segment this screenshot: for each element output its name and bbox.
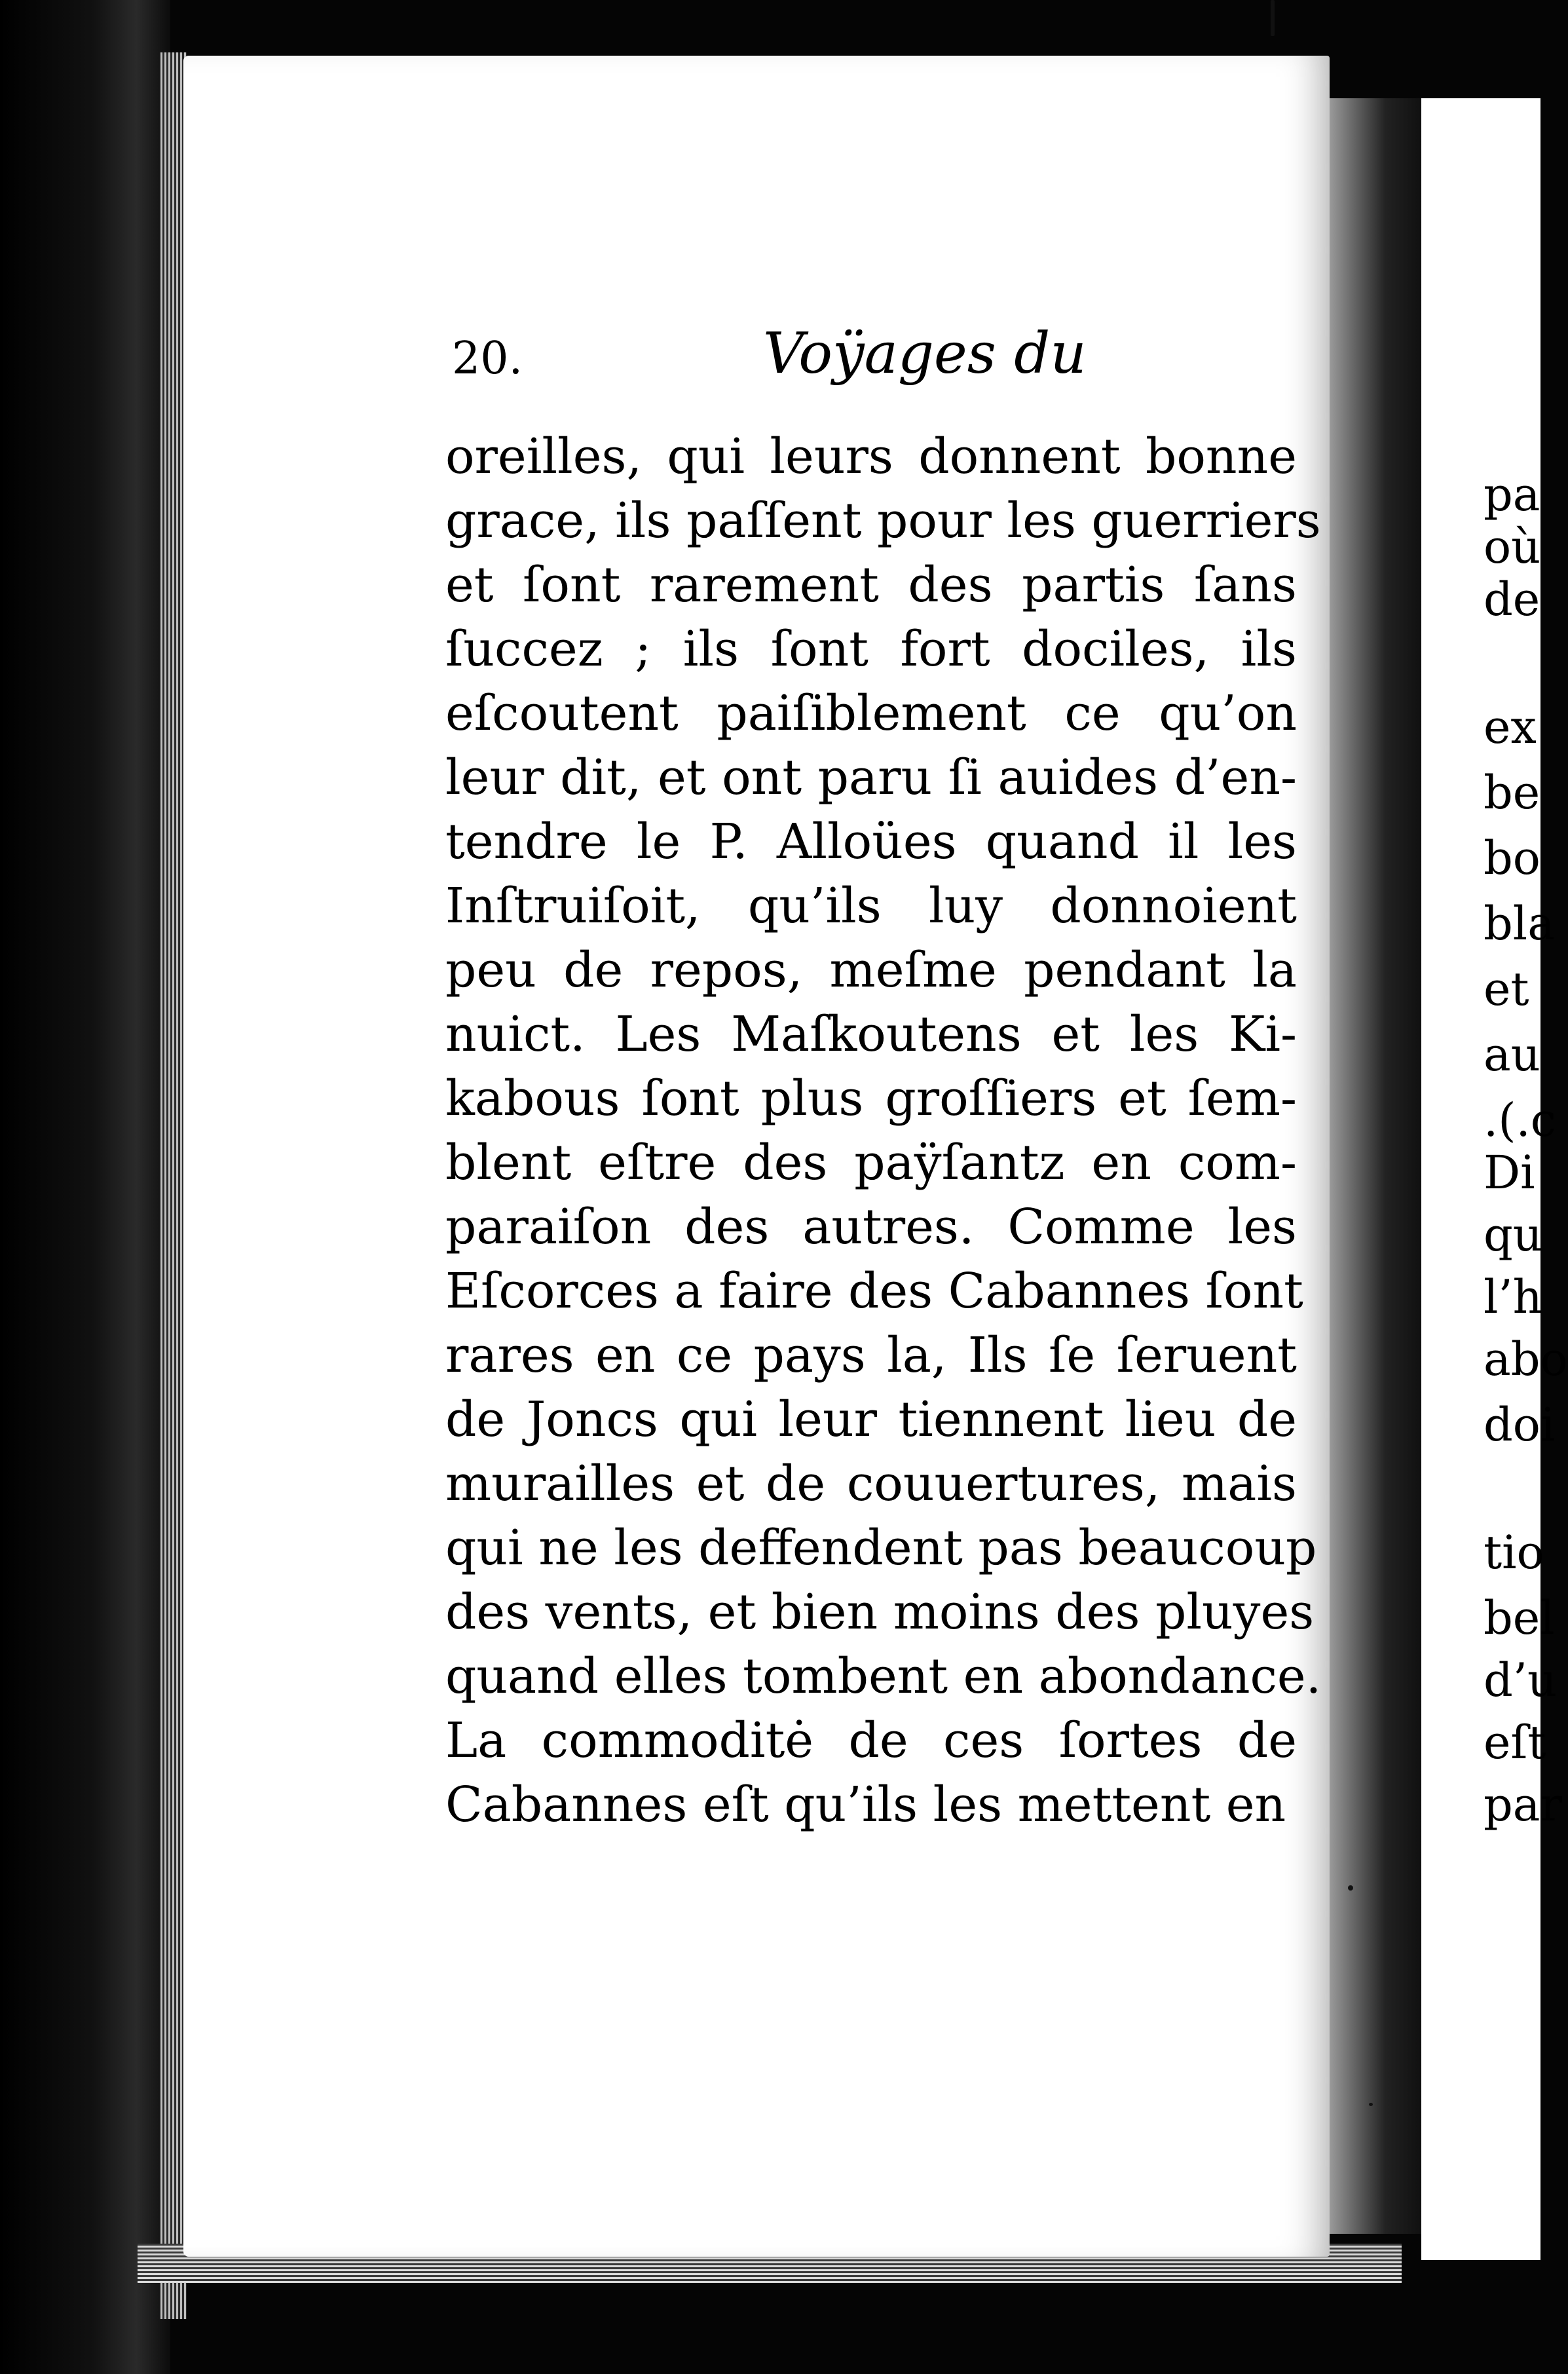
ink-speck	[1271, 0, 1275, 36]
text-line: Inſtruiſoit, qu’ils luy donnoient	[445, 878, 1297, 934]
page-number: 20.	[452, 333, 523, 385]
body-text	[445, 424, 1322, 1837]
facing-page-line: l’h	[1484, 1270, 1542, 1324]
running-head	[452, 321, 1303, 400]
text-line: kabous ſont plus groſſiers et ſem-	[445, 1070, 1297, 1127]
text-line: de Joncs qui leur tiennent lieu de	[445, 1391, 1297, 1448]
text-line: tendre le P. Alloües quand il les	[445, 814, 1297, 870]
facing-page-line: où	[1484, 520, 1541, 574]
text-line: leur dit, et ont paru ſi auides d’en-	[445, 749, 1297, 806]
facing-page-line: qu	[1484, 1208, 1542, 1262]
facing-page-line: bla	[1484, 897, 1555, 951]
facing-page-line: et	[1484, 962, 1529, 1016]
facing-page-line: tio	[1484, 1526, 1544, 1579]
facing-page	[1421, 98, 1568, 2260]
text-line: rares en ce pays la, Ils ſe ſeruent	[445, 1327, 1297, 1384]
facing-page-line: par	[1484, 1778, 1563, 1832]
facing-page-line: ex	[1484, 700, 1537, 754]
facing-page-line: d’u	[1484, 1653, 1558, 1707]
facing-page-line: doi	[1484, 1398, 1556, 1452]
text-line: des vents, et bien moins des pluyes	[445, 1584, 1315, 1640]
text-line: grace, ils paſſent pour les guerriers	[445, 493, 1321, 549]
book-spine-edge	[0, 0, 170, 2374]
facing-page-line: pa	[1484, 468, 1540, 521]
text-line: qui ne les deffendent pas beaucoup	[445, 1520, 1317, 1576]
text-line: La commoditė de ces ſortes de	[445, 1712, 1297, 1769]
text-line: eſcoutent paiſiblement ce qu’on	[445, 685, 1297, 742]
facing-page-line: au	[1484, 1028, 1540, 1082]
page-stack-edge	[160, 52, 187, 2319]
text-line: Eſcorces a faire des Cabannes ſont	[445, 1263, 1303, 1319]
text-line: nuict. Les Maſkoutens et les Ki-	[445, 1006, 1297, 1063]
facing-page-line: de	[1484, 573, 1540, 626]
facing-page-line: abo	[1484, 1332, 1568, 1386]
facing-page-line: bo	[1484, 831, 1540, 885]
text-line: oreilles, qui leurs donnent bonne	[445, 428, 1297, 485]
text-line: ſuccez ; ils ſont fort dociles, ils	[445, 621, 1297, 677]
text-line: peu de repos, meſme pendant la	[445, 942, 1297, 998]
ink-speck	[1348, 1885, 1353, 1891]
text-line: blent eſtre des paÿſantz en com-	[445, 1135, 1297, 1191]
text-line: paraiſon des autres. Comme les	[445, 1199, 1297, 1255]
facing-page-line: .(.c	[1484, 1093, 1557, 1147]
facing-page-line: eſt	[1484, 1716, 1546, 1769]
text-line: murailles et de couuertures, mais	[445, 1456, 1297, 1512]
text-line: et ſont rarement des partis ſans	[445, 557, 1297, 613]
facing-page-line: Di	[1484, 1146, 1535, 1199]
text-line: Cabannes eſt qu’ils les mettent en	[445, 1777, 1286, 1833]
running-title: Voÿages du	[763, 321, 1087, 386]
text-line: quand elles tombent en abondance.	[445, 1648, 1322, 1705]
facing-page-line: be	[1484, 766, 1540, 820]
facing-page-line: bel	[1484, 1591, 1555, 1645]
ink-speck	[1369, 2103, 1373, 2106]
